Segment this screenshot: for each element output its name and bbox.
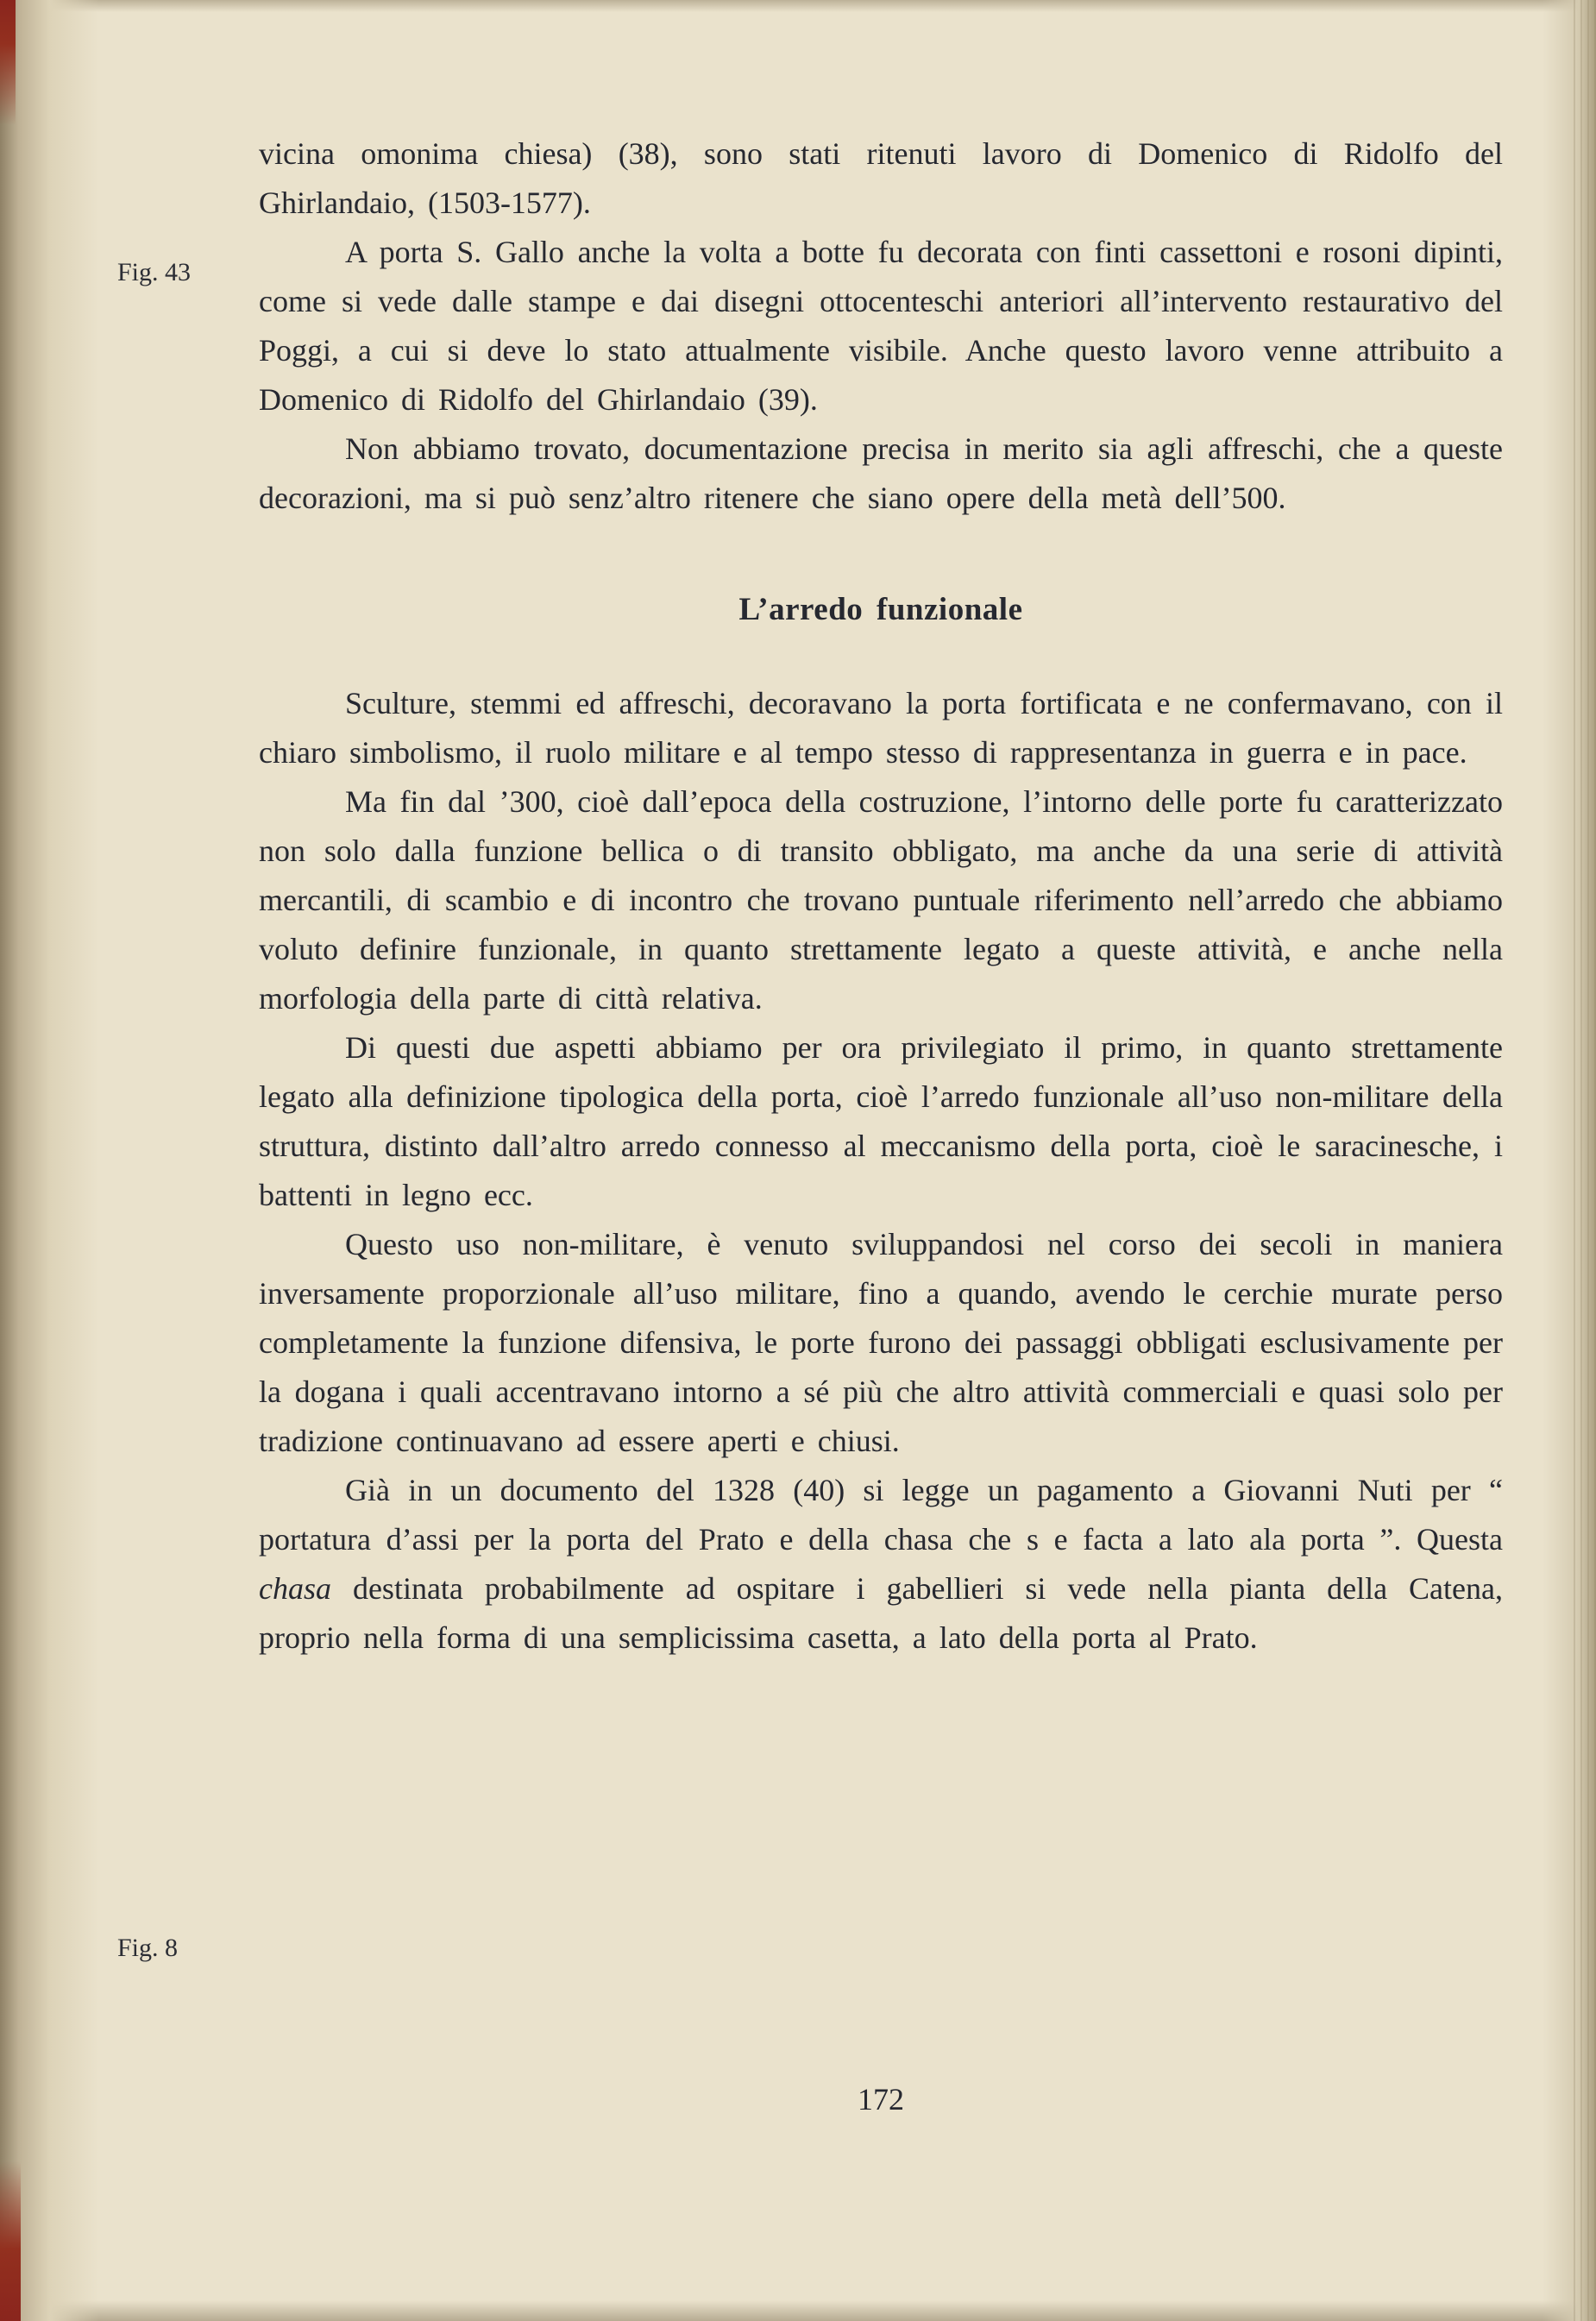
paragraph: Questo uso non-militare, è venuto sviluppandosi nel corso dei secoli in maniera inversamente proporzionale all’uso militare, fino a quando, avendo le cerchie murate perso completamente la funzione difensiva, le porte furono dei passaggi obbligati esclusivamente per la dogana i quali accentravano intorno a sé più che altro attività commerciali e quasi solo per tradizione continuavano ad essere aperti e chiusi. xyxy=(259,1227,1503,1458)
page-number: 172 xyxy=(858,2082,904,2117)
paragraph: Ma fin dal ’300, cioè dall’epoca della costruzione, l’intorno delle porte fu caratterizzato non solo dalla funzione bellica o di transito obbligato, ma anche da una serie di attività mercantili, di scambio e di incontro che trovano puntuale riferimento nell’arredo che abbiamo voluto definire funzionale, in quanto strettamente legato a queste attività, e anche nella morfologia della parte di città relativa. xyxy=(259,784,1503,1016)
text-column xyxy=(259,129,1503,1663)
margin-note-fig-8: Fig. 8 xyxy=(117,1934,179,1962)
margin-note-fig-43: Fig. 43 xyxy=(117,258,192,286)
paragraph: Di questi due aspetti abbiamo per ora privilegiato il primo, in quanto strettamente legato alla definizione tipologica della porta, cioè l’arredo funzionale all’uso non-militare della struttura, distinto dall’altro arredo connesso al meccanismo della porta, cioè le saracinesche, i battenti in legno ecc. xyxy=(259,1030,1503,1212)
paragraph-continuation: vicina omonima chiesa) (38), sono stati ritenuti lavoro di Domenico di Ridolfo del Ghirlandaio, (1503-1577). xyxy=(259,136,1503,220)
italic-word-chasa: chasa xyxy=(259,1571,331,1606)
final-paragraph-text-after: destinata probabilmente ad ospitare i gabellieri si vede nella pianta della Catena, proprio nella forma di una semplicissima casetta, a lato della porta al Prato. xyxy=(259,1571,1503,1655)
paragraph: Sculture, stemmi ed affreschi, decoravano la porta fortificata e ne confermavano, con il chiaro simbolismo, il ruolo militare e al tempo stesso di rappresentanza in guerra e in pace. xyxy=(259,686,1503,770)
red-cover-mark-bottom xyxy=(0,2161,21,2321)
red-cover-mark-top xyxy=(0,0,16,125)
paragraph: Non abbiamo trovato, documentazione precisa in merito sia agli affreschi, che a queste decorazioni, ma si può senz’altro ritenere che siano opere della metà dell’500. xyxy=(259,431,1503,515)
section-heading: L’arredo funzionale xyxy=(738,592,1023,627)
page-edges-right xyxy=(1570,0,1596,2321)
paragraph-final xyxy=(259,1466,1503,1663)
paragraph: A porta S. Gallo anche la volta a botte fu decorata con finti cassettoni e rosoni dipinti, come si vede dalle stampe e dai disegni ottocenteschi anteriori all’intervento restaurativo del Poggi, a cui si deve lo stato attualmente visibile. Anche questo lavoro venne attribuito a Domenico di Ridolfo del Ghirlandaio (39). xyxy=(259,235,1503,417)
final-paragraph-text-before: Già in un documento del 1328 (40) si legge un pagamento a Giovanni Nuti per “ portatura d’assi per la porta del Prato e della chasa che s e facta a lato ala porta ”. Questa xyxy=(259,1473,1503,1557)
